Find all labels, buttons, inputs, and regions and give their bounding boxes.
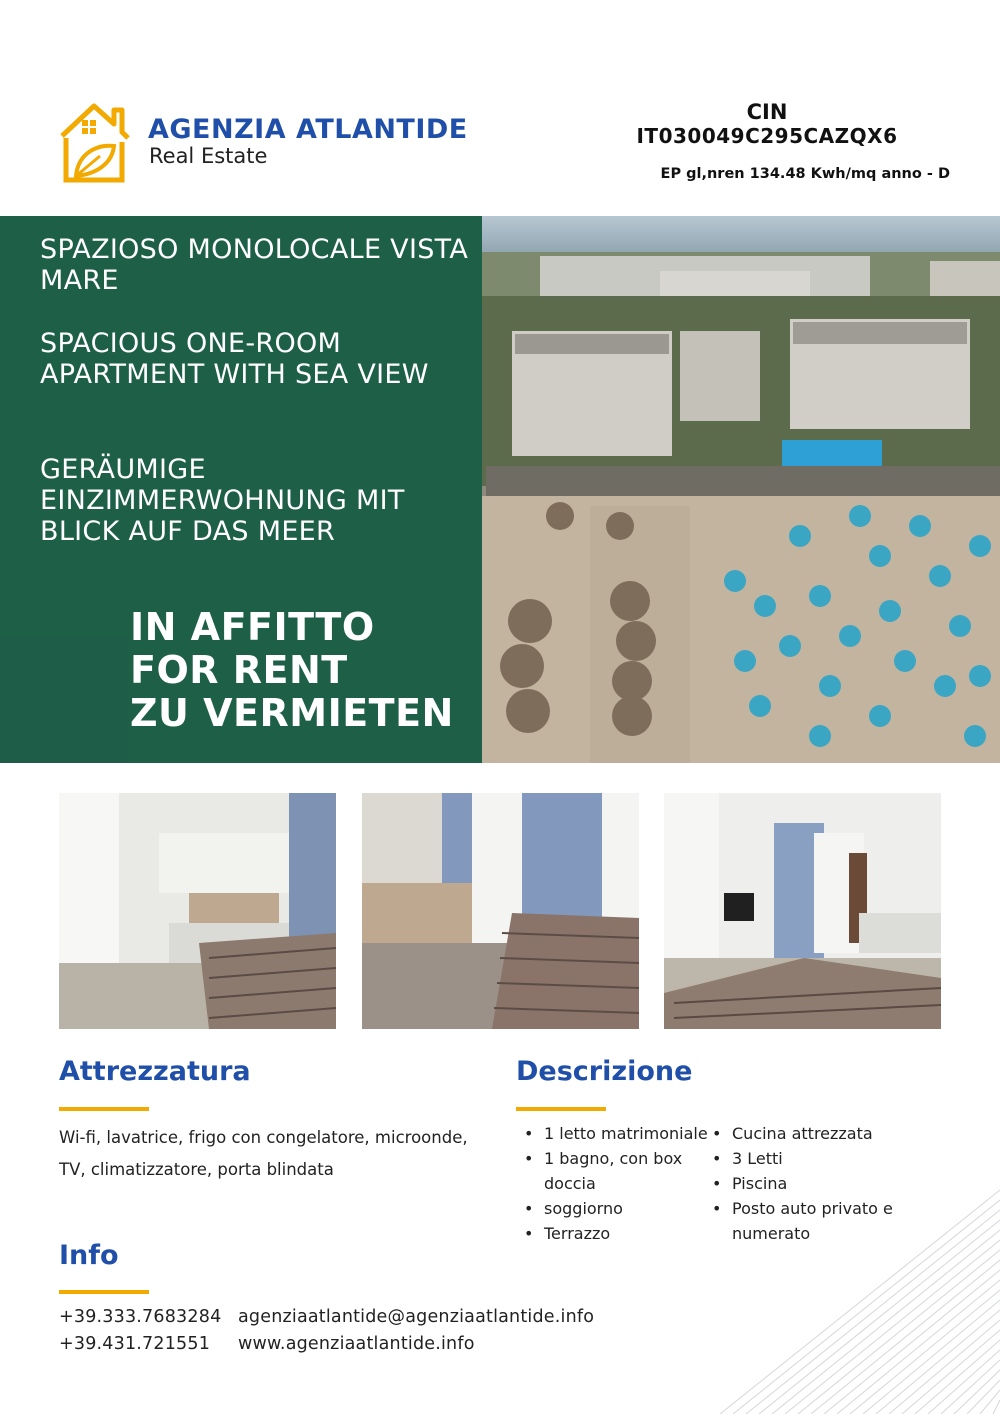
decorative-line (733, 1200, 1000, 1414)
room-photo-kitchen (59, 793, 336, 1029)
cin-code: IT030049C295CAZQX6 (636, 124, 898, 148)
decorative-line (915, 1340, 1000, 1414)
cin-label: CIN (746, 100, 788, 124)
energy-rating: EP gl,nren 134.48 Kwh/mq anno - D (660, 166, 950, 182)
brand-subtitle: Real Estate (149, 144, 268, 168)
decorative-line (772, 1230, 1000, 1414)
list-item: • soggiorno (516, 1196, 720, 1221)
hero-title-english: SPACIOUS ONE-ROOM APARTMENT WITH SEA VIEW (40, 328, 429, 390)
room-photo-living (664, 793, 941, 1029)
decorative-line (811, 1260, 1000, 1414)
list-item: • Piscina (704, 1171, 924, 1196)
rent-heading (130, 606, 490, 735)
list-item: • Terrazzo (516, 1221, 720, 1246)
list-item: • 3 Letti (704, 1146, 924, 1171)
decorative-line (863, 1300, 1000, 1414)
decorative-line (902, 1330, 1000, 1414)
hero-banner (0, 216, 1000, 763)
decorative-line (993, 1400, 1000, 1414)
decorative-line (980, 1390, 1000, 1414)
description-underline (516, 1107, 606, 1111)
equipment-title: Attrezzatura (59, 1056, 251, 1087)
list-item: • Posto auto privato e numerato (704, 1196, 924, 1246)
rent-german: ZU VERMIETEN (130, 691, 454, 735)
rent-italian: IN AFFITTO (130, 605, 375, 649)
decorative-line (798, 1250, 1000, 1414)
website-link[interactable]: www.agenziaatlantide.info (238, 1334, 475, 1354)
decorative-line (941, 1360, 1000, 1414)
brand-name: AGENZIA ATLANTIDE (148, 114, 468, 145)
phone-office[interactable]: +39.431.721551 (59, 1334, 211, 1354)
description-title: Descrizione (516, 1056, 693, 1087)
list-item: • 1 bagno, con box doccia (516, 1146, 720, 1196)
email-link[interactable]: agenziaatlantide@agenziaatlantide.info (238, 1307, 595, 1327)
list-item: • 1 letto matrimoniale (516, 1121, 720, 1146)
phone-mobile[interactable]: +39.333.7683284 (59, 1307, 222, 1327)
info-title: Info (59, 1240, 119, 1271)
rent-english: FOR RENT (130, 648, 348, 692)
hero-title-german: GERÄUMIGE EINZIMMERWOHNUNG MIT BLICK AUF DAS MEER (40, 454, 405, 547)
list-item: • Cucina attrezzata (704, 1121, 924, 1146)
equipment-text: Wi-fi, lavatrice, frigo con congelatore, microonde, TV, climatizzatore, porta blindata (59, 1128, 468, 1179)
decorative-line (850, 1290, 1000, 1414)
hero-title-italian: SPAZIOSO MONOLOCALE VISTA MARE (40, 234, 469, 296)
decorative-line (759, 1220, 1000, 1414)
agency-logo-icon (56, 98, 132, 186)
decorative-line (954, 1370, 1000, 1414)
equipment-underline (59, 1107, 149, 1111)
decorative-lines (680, 1170, 1000, 1414)
decorative-line (720, 1190, 1000, 1414)
room-photo-bed (362, 793, 639, 1029)
info-underline (59, 1290, 149, 1294)
